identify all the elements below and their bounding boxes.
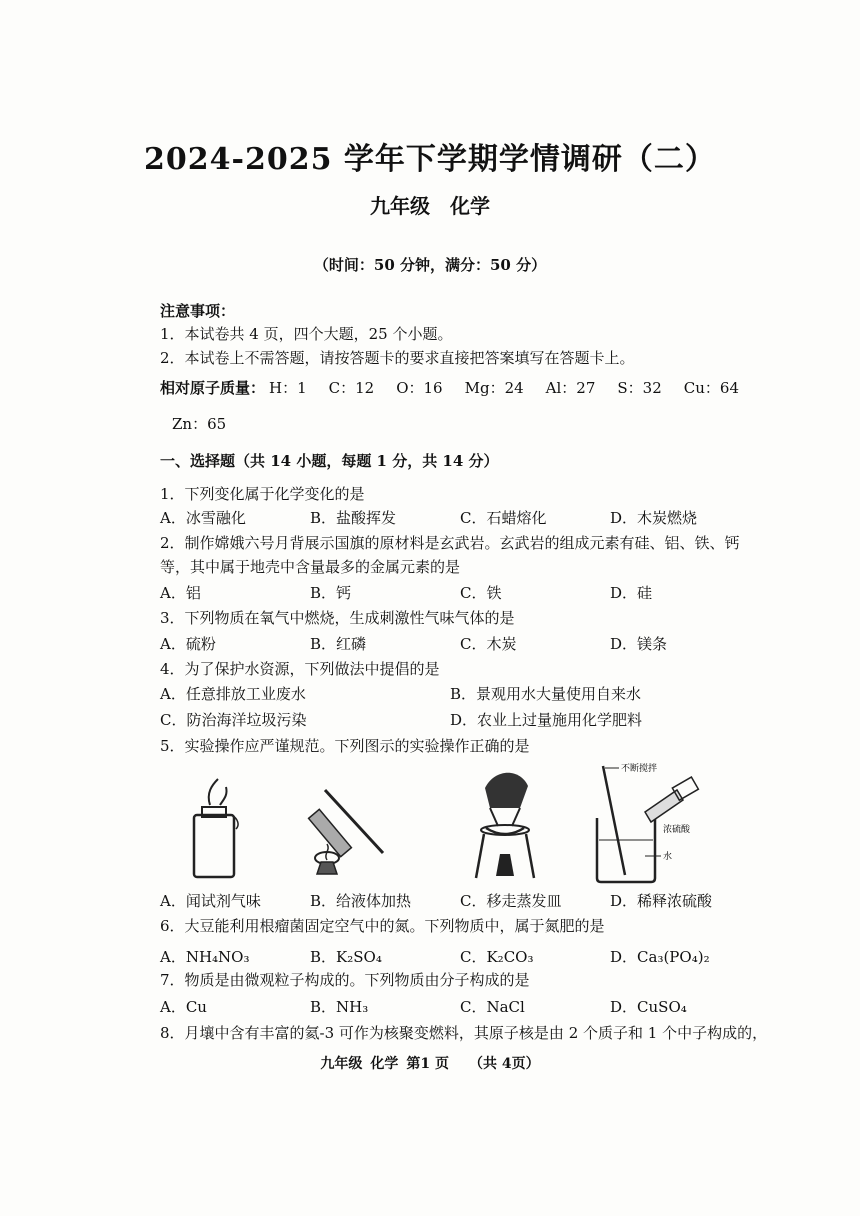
footer-grade: 九年级	[320, 1056, 363, 1072]
footer-subject: 化学	[370, 1056, 399, 1072]
option-c[interactable]: C．石蜡熔化	[460, 509, 547, 527]
option-d[interactable]: D．木炭燃烧	[610, 509, 698, 527]
figure-label-acid: 浓硫酸	[663, 825, 691, 835]
option-b[interactable]: B．给液体加热	[310, 892, 412, 910]
option-b[interactable]: B．盐酸挥发	[310, 509, 397, 527]
option-c[interactable]: C．防治海洋垃圾污染	[160, 711, 307, 729]
figure-smell-reagent	[180, 775, 260, 885]
option-d[interactable]: D．镁条	[610, 635, 668, 653]
option-c[interactable]: C．移走蒸发皿	[460, 892, 562, 910]
option-a[interactable]: A．铝	[160, 584, 201, 602]
time-info: （时间：50 分钟，满分：50 分）	[313, 256, 547, 274]
mass-cu: Cu：64	[683, 379, 739, 397]
option-c[interactable]: C．K₂CO₃	[460, 948, 534, 966]
page-footer	[0, 1053, 860, 1073]
option-b[interactable]: B．红磷	[310, 635, 367, 653]
question-1-options	[160, 507, 760, 528]
option-a[interactable]: A．硫粉	[160, 635, 216, 653]
figure-label-water: 水	[663, 852, 673, 862]
option-a[interactable]: A．闻试剂气味	[160, 892, 261, 910]
question-2-stem-cont: 等，其中属于地壳中含量最多的金属元素的是	[160, 558, 461, 576]
option-a[interactable]: A．NH₄NO₃	[160, 948, 250, 966]
question-4-options-row2	[160, 709, 740, 730]
notice-heading: 注意事项：	[160, 302, 236, 320]
atomic-mass-label: 相对原子质量：	[160, 379, 266, 397]
option-d[interactable]: D．CuSO₄	[610, 998, 687, 1016]
question-4-options-row1	[160, 683, 740, 704]
mass-o: O：16	[396, 379, 443, 397]
exam-title: 2024-2025 学年下学期学情调研（二）	[144, 142, 716, 177]
option-b[interactable]: B．NH₃	[310, 998, 369, 1016]
figure-label-stir: 不断搅拌	[621, 764, 658, 774]
question-5-stem: 5．实验操作应严谨规范。下列图示的实验操作正确的是	[160, 737, 530, 755]
mass-c: C：12	[328, 379, 375, 397]
question-4-stem: 4．为了保护水资源，下列做法中提倡的是	[160, 660, 440, 678]
exam-subtitle: 九年级 化学	[370, 194, 490, 218]
option-b[interactable]: B．景观用水大量使用自来水	[450, 685, 642, 703]
notice-item-2: 2．本试卷上不需答题，请按答题卡的要求直接把答案填写在答题卡上。	[160, 349, 635, 367]
option-d[interactable]: D．Ca₃(PO₄)₂	[610, 948, 710, 966]
option-d[interactable]: D．硅	[610, 584, 653, 602]
mass-h: H：1	[269, 379, 307, 397]
question-3-options	[160, 633, 760, 654]
question-6-options	[160, 946, 760, 967]
figure-dilute-acid	[585, 760, 725, 885]
notice-item-1: 1．本试卷共 4 页，四个大题，25 个小题。	[160, 325, 453, 343]
question-7-options	[160, 996, 760, 1017]
footer-page: 第1 页	[406, 1056, 449, 1072]
figure-evaporating-dish	[460, 768, 550, 883]
mass-mg: Mg：24	[464, 379, 524, 397]
mass-al: Al：27	[545, 379, 596, 397]
section-heading: 一、选择题（共 14 小题，每题 1 分，共 14 分）	[160, 452, 499, 470]
option-a[interactable]: A．Cu	[160, 998, 207, 1016]
option-c[interactable]: C．铁	[460, 584, 502, 602]
atomic-masses	[160, 377, 761, 398]
option-c[interactable]: C．NaCl	[460, 998, 525, 1016]
option-a[interactable]: A．任意排放工业废水	[160, 685, 306, 703]
option-b[interactable]: B．钙	[310, 584, 352, 602]
option-b[interactable]: B．K₂SO₄	[310, 948, 382, 966]
question-3-stem: 3．下列物质在氧气中燃烧，生成刺激性气味气体的是	[160, 609, 515, 627]
option-d[interactable]: D．农业上过量施用化学肥料	[450, 711, 643, 729]
mass-zn: Zn：65	[172, 415, 227, 433]
mass-s: S：32	[617, 379, 662, 397]
option-d[interactable]: D．稀释浓硫酸	[610, 892, 713, 910]
question-5-options	[160, 890, 760, 911]
option-a[interactable]: A．冰雪融化	[160, 509, 246, 527]
option-c[interactable]: C．木炭	[460, 635, 517, 653]
question-2-stem: 2．制作嫦娥六号月背展示国旗的原材料是玄武岩。玄武岩的组成元素有硅、铝、铁、钙	[160, 534, 740, 552]
question-1-stem: 1．下列变化属于化学变化的是	[160, 485, 365, 503]
figure-heat-liquid	[305, 778, 395, 883]
question-6-stem: 6．大豆能利用根瘤菌固定空气中的氮。下列物质中，属于氮肥的是	[160, 917, 605, 935]
question-8-stem: 8．月壤中含有丰富的氦-3 可作为核聚变燃料，其原子核是由 2 个质子和 1 个中子构成的，	[160, 1024, 768, 1042]
question-2-options	[160, 582, 760, 603]
question-7-stem: 7．物质是由微观粒子构成的。下列物质由分子构成的是	[160, 971, 530, 989]
footer-total: （共 4页）	[469, 1056, 540, 1072]
